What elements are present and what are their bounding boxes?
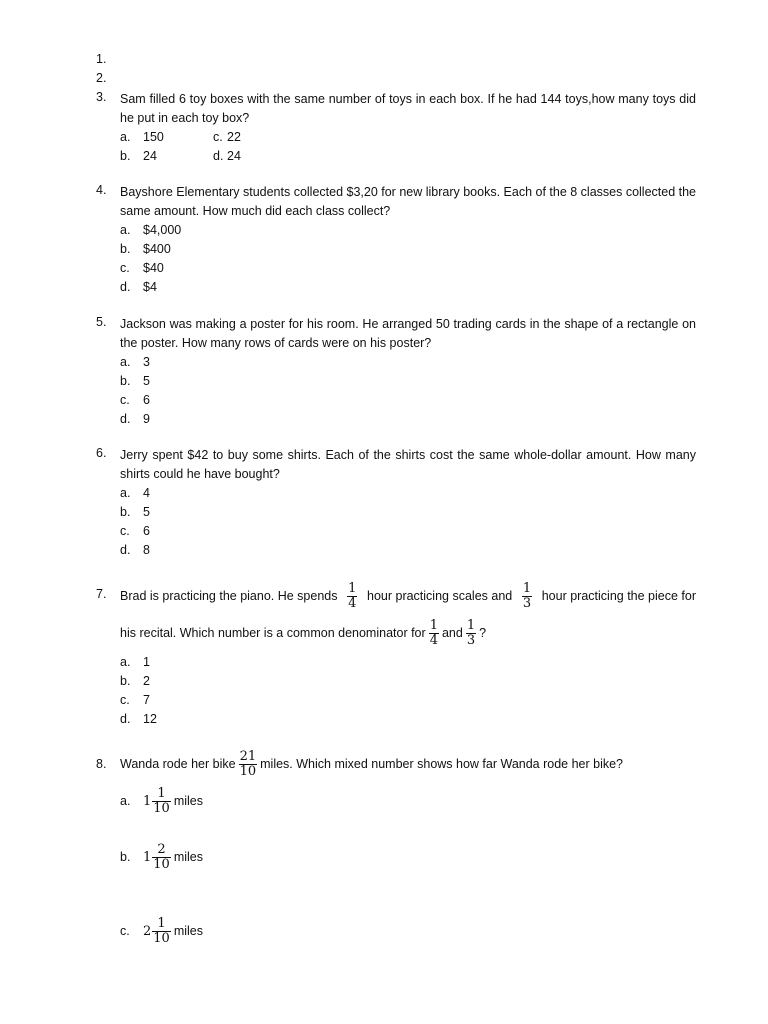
option-letter: a. <box>120 486 131 500</box>
option-letter: d. <box>120 412 131 426</box>
answer-row <box>120 147 696 166</box>
answer-options <box>120 221 696 297</box>
numerator: 1 <box>348 580 357 596</box>
option-letter: d. <box>120 543 131 557</box>
answer-option <box>120 410 696 429</box>
answer-option <box>120 221 696 240</box>
answer-option <box>120 653 696 672</box>
option-text: 9 <box>143 412 150 426</box>
unit-text: miles <box>173 924 203 938</box>
option-letter: b. <box>120 505 131 519</box>
option-text: 7 <box>143 693 150 707</box>
fraction <box>152 843 171 872</box>
option-text: 8 <box>143 543 150 557</box>
option-letter: c. <box>120 261 130 275</box>
option-letter: b. <box>120 850 131 864</box>
option-text: 24 <box>227 149 241 163</box>
answer-option-8c <box>96 913 696 949</box>
option-text: 22 <box>227 130 241 144</box>
option-letter: b. <box>120 242 131 256</box>
answer-option <box>120 503 696 522</box>
question-number: 5. <box>96 315 107 329</box>
stem-text: hour practicing the piece for <box>541 589 696 603</box>
answer-option <box>120 541 696 560</box>
stem-text: Wanda rode her bike <box>120 757 236 771</box>
option-text: 24 <box>143 149 157 163</box>
denominator: 10 <box>153 856 170 872</box>
question-number: 3. <box>96 90 107 104</box>
denominator: 10 <box>153 800 170 816</box>
option-letter: a. <box>120 794 131 808</box>
stem-text: miles. Which mixed number shows how far Wanda rode her bike? <box>260 757 624 771</box>
answer-row <box>120 128 696 147</box>
option-text: $40 <box>143 261 164 275</box>
answer-options <box>120 484 696 560</box>
mixed-number-whole: 1 <box>143 849 152 865</box>
answer-options <box>120 353 696 429</box>
answer-option <box>120 672 696 691</box>
unit-text: miles <box>173 850 203 864</box>
numerator: 1 <box>152 917 171 932</box>
numerator: 1 <box>466 617 476 633</box>
stem-text: hour practicing scales and <box>367 589 513 603</box>
answer-option <box>120 353 696 372</box>
mixed-number-whole: 2 <box>143 923 152 939</box>
stem-line <box>120 578 696 614</box>
answer-option <box>120 259 696 278</box>
answer-options <box>120 653 696 729</box>
stem-text: ? <box>479 626 487 640</box>
numerator: 21 <box>239 748 257 764</box>
numerator: 1 <box>429 617 438 633</box>
option-text: 5 <box>143 505 150 519</box>
question-7 <box>96 578 696 729</box>
question-number: 4. <box>96 183 107 197</box>
option-text: 6 <box>143 393 150 407</box>
numerator: 2 <box>152 843 171 858</box>
option-text: 150 <box>143 130 164 144</box>
fraction <box>429 619 439 648</box>
option-letter: c. <box>120 524 130 538</box>
option-letter: a. <box>120 223 131 237</box>
stem-text: and <box>441 626 463 640</box>
option-letter: b. <box>120 149 131 163</box>
option-text: 3 <box>143 355 150 369</box>
numerator: 1 <box>522 580 532 596</box>
option-letter: c. <box>120 393 130 407</box>
denominator: 4 <box>429 632 438 648</box>
question-8 <box>96 746 696 782</box>
question-4 <box>96 183 696 297</box>
question-number: 6. <box>96 446 107 460</box>
numerator: 1 <box>152 787 171 802</box>
denominator: 10 <box>153 930 170 946</box>
answer-option <box>120 278 696 297</box>
question-stem <box>96 746 696 782</box>
fraction <box>347 582 357 611</box>
question-number: 7. <box>96 587 107 601</box>
option-letter: b. <box>120 374 131 388</box>
option-text: 12 <box>143 712 157 726</box>
option-text: 2 <box>143 674 150 688</box>
question-stem: Bayshore Elementary students collected $3,20 for new library books. Each of the 8 classes collected the same amount. How much did each class collect? <box>120 185 697 218</box>
answer-options <box>120 128 696 166</box>
option-text: 6 <box>143 524 150 538</box>
answer-option <box>120 484 696 503</box>
answer-option <box>120 372 696 391</box>
option-letter: a. <box>120 130 131 144</box>
answer-option-8b <box>96 839 696 875</box>
answer-option-8a <box>96 783 696 819</box>
option-letter: d. <box>120 280 131 294</box>
stem-line <box>120 615 696 651</box>
option-letter: c. <box>120 693 130 707</box>
answer-option <box>120 691 696 710</box>
option-text: 4 <box>143 486 150 500</box>
fraction <box>152 787 171 816</box>
option-text: $4,000 <box>143 223 182 237</box>
denominator: 3 <box>466 632 476 648</box>
unit-text: miles <box>173 794 203 808</box>
question-3 <box>96 90 696 166</box>
option-letter: c. <box>120 924 130 938</box>
answer-option <box>120 710 696 729</box>
question-5 <box>96 315 696 429</box>
question-stem: Jackson was making a poster for his room. He arranged 50 trading cards in the shape of a rectangle on the poster. How many rows of cards were on his poster? <box>120 317 696 350</box>
fraction <box>152 917 171 946</box>
answer-option <box>120 522 696 541</box>
question-stem: Jerry spent $42 to buy some shirts. Each of the shirts cost the same whole-dollar amount. How many shirts could he have bought? <box>120 448 696 481</box>
denominator: 10 <box>239 763 257 779</box>
fraction <box>466 619 476 648</box>
stem-text: Brad is practicing the piano. He spends <box>120 589 338 603</box>
question-number: 2. <box>96 71 107 85</box>
option-letter: a. <box>120 355 131 369</box>
fraction <box>522 582 532 611</box>
stem-text: his recital. Which number is a common denominator for <box>120 626 426 640</box>
question-stem <box>120 578 696 651</box>
answer-option <box>120 391 696 410</box>
option-letter: a. <box>120 655 131 669</box>
option-text: $4 <box>143 280 157 294</box>
question-number: 8. <box>96 757 107 771</box>
question-6 <box>96 446 696 560</box>
option-text: 1 <box>143 655 150 669</box>
option-letter: d. <box>120 712 131 726</box>
question-number: 1. <box>96 52 107 66</box>
denominator: 4 <box>348 595 357 611</box>
option-text: $400 <box>143 242 171 256</box>
option-letter: d. <box>213 149 224 163</box>
answer-option <box>120 240 696 259</box>
fraction <box>239 750 258 779</box>
option-letter: b. <box>120 674 131 688</box>
option-letter: c. <box>213 130 223 144</box>
denominator: 3 <box>522 595 532 611</box>
mixed-number-whole: 1 <box>143 793 152 809</box>
option-text: 5 <box>143 374 150 388</box>
question-stem: Sam filled 6 toy boxes with the same number of toys in each box. If he had 144 toys,how many toys did he put in each toy box? <box>120 92 696 125</box>
